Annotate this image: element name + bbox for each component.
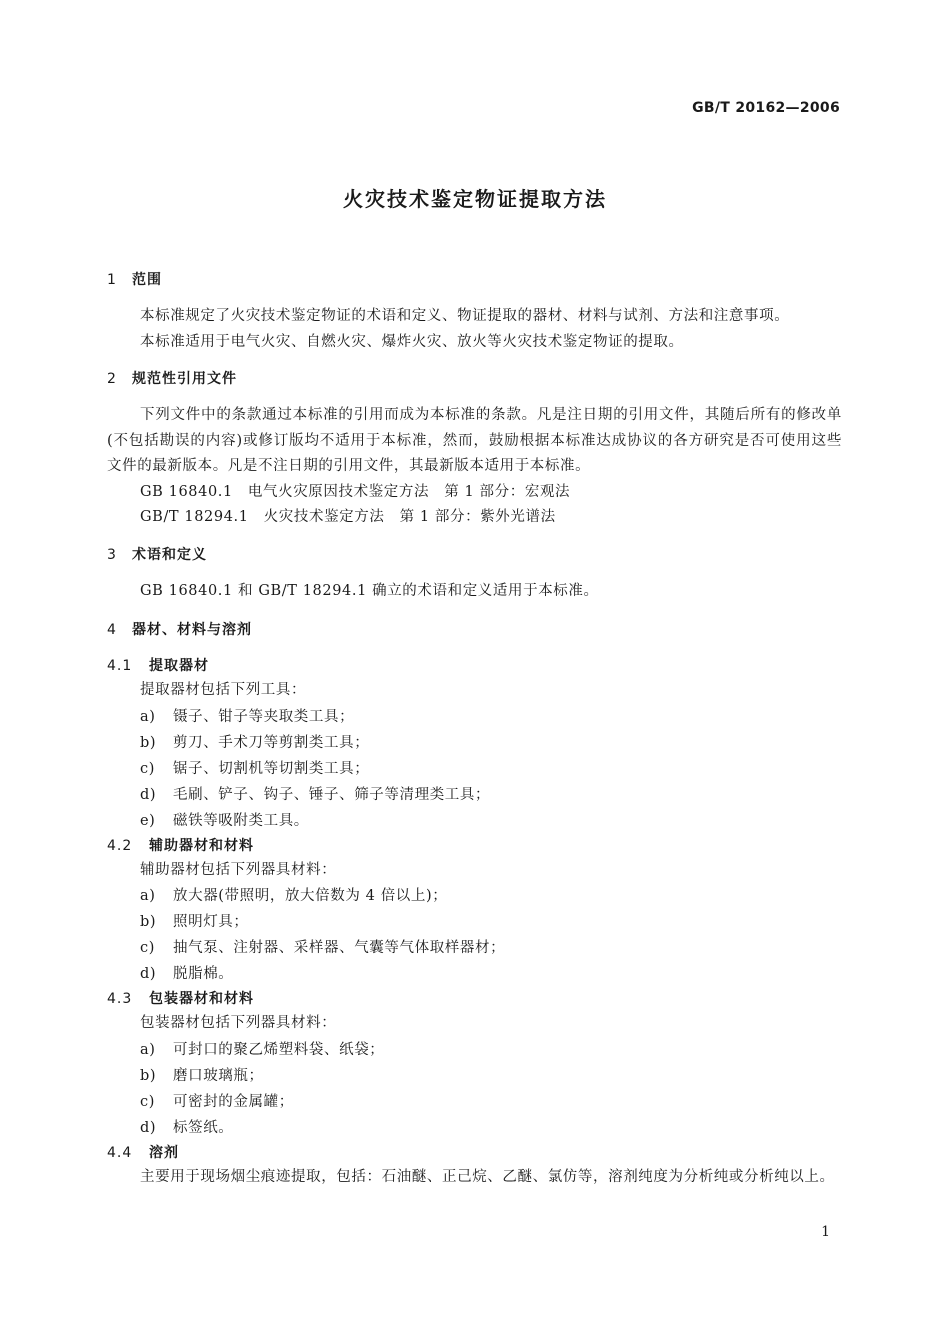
standard-number: GB/T 20162—2006 <box>692 100 840 116</box>
paragraph: 包装器材包括下列器具材料： <box>140 1015 337 1031</box>
section-title: 术语和定义 <box>132 546 207 563</box>
reference-item: GB/T 18294.1 火灾技术鉴定方法 第 1 部分：紫外光谱法 <box>140 509 556 525</box>
paragraph: 本标准适用于电气火灾、自燃火灾、爆炸火灾、放火等火灾技术鉴定物证的提取。 <box>140 333 684 350</box>
subsection-title: 辅助器材和材料 <box>149 837 254 854</box>
reference-item: GB 16840.1 电气火灾原因技术鉴定方法 第 1 部分：宏观法 <box>140 483 571 500</box>
list-item <box>107 1115 842 1141</box>
list-item <box>107 909 842 935</box>
list-marker: a) <box>140 708 156 725</box>
list-text: 脱脂棉。 <box>173 966 234 982</box>
document-body <box>107 268 842 1190</box>
paragraph: 本标准规定了火灾技术鉴定物证的术语和定义、物证提取的器材、材料与试剂、方法和注意事项。 <box>140 308 790 324</box>
paragraph: 提取器材包括下列工具： <box>140 682 307 698</box>
list-marker: d) <box>140 786 157 803</box>
list-marker: c) <box>140 760 155 777</box>
list-marker: b) <box>140 734 157 751</box>
list-text: 毛刷、铲子、钩子、锤子、筛子等清理类工具； <box>173 786 491 803</box>
subsection-heading-4-3 <box>107 987 842 1011</box>
subsection-heading-4-2 <box>107 834 842 858</box>
list-text: 可密封的金属罐； <box>173 1093 294 1110</box>
section-number: 3 <box>107 546 117 563</box>
list-item <box>107 935 842 961</box>
list-item <box>107 808 842 834</box>
section-heading-1 <box>107 268 842 292</box>
subsection-heading-4-4 <box>107 1141 842 1165</box>
list-marker: b) <box>140 914 157 930</box>
subsection-heading-4-1 <box>107 654 842 678</box>
section-title: 规范性引用文件 <box>132 371 237 387</box>
list-text: 剪刀、手术刀等剪割类工具； <box>173 734 370 751</box>
subsection-title: 包装器材和材料 <box>149 991 254 1007</box>
list-item <box>107 883 842 909</box>
section-title: 范围 <box>132 272 162 288</box>
subsection-number: 4.4 <box>107 1144 133 1161</box>
list-text: 可封口的聚乙烯塑料袋、纸袋； <box>173 1041 385 1058</box>
page-number: 1 <box>821 1224 830 1240</box>
subsection-number: 4.3 <box>107 991 133 1007</box>
subsection-number: 4.2 <box>107 837 133 854</box>
list-item <box>107 756 842 782</box>
list-marker: b) <box>140 1067 157 1084</box>
list-item <box>107 782 842 808</box>
list-item <box>107 1063 842 1089</box>
list-text: 照明灯具； <box>173 914 249 930</box>
list-marker: d) <box>140 1119 157 1136</box>
list-marker: a) <box>140 1041 156 1058</box>
list-text: 磨口玻璃瓶； <box>173 1067 264 1084</box>
paragraph: 下列文件中的条款通过本标准的引用而成为本标准的条款。凡是注日期的引用文件，其随后所有的修改单(不包括勘误的内容)或修订版均不适用于本标准，然而，鼓励根据本标准达成协议的各方研究是否可使用这些文件的最新版本。凡是不注日期的引用文件，其最新版本适用于本标准。 <box>107 407 842 474</box>
paragraph: 主要用于现场烟尘痕迹提取，包括：石油醚、正己烷、乙醚、氯仿等，溶剂纯度为分析纯或分析纯以上。 <box>140 1168 835 1185</box>
list-marker: c) <box>140 940 155 956</box>
section-number: 2 <box>107 371 117 387</box>
section-heading-4 <box>107 618 842 642</box>
document-title: 火灾技术鉴定物证提取方法 <box>343 187 607 211</box>
section-number: 1 <box>107 272 117 288</box>
list-text: 抽气泵、注射器、采样器、气囊等气体取样器材； <box>173 940 506 956</box>
subsection-title: 溶剂 <box>149 1144 179 1161</box>
list-item <box>107 730 842 756</box>
list-item <box>107 1037 842 1063</box>
paragraph: GB 16840.1 和 GB/T 18294.1 确立的术语和定义适用于本标准。 <box>140 582 599 599</box>
subsection-title: 提取器材 <box>149 658 209 674</box>
list-marker: c) <box>140 1093 155 1110</box>
list-text: 镊子、钳子等夹取类工具； <box>173 708 355 725</box>
paragraph: 辅助器材包括下列器具材料： <box>140 861 337 878</box>
list-marker: d) <box>140 966 157 982</box>
subsection-number: 4.1 <box>107 658 133 674</box>
list-item <box>107 704 842 730</box>
list-marker: e) <box>140 812 156 829</box>
list-text: 锯子、切割机等切割类工具； <box>173 760 370 777</box>
section-number: 4 <box>107 622 117 638</box>
list-item <box>107 961 842 987</box>
section-title: 器材、材料与溶剂 <box>132 622 252 638</box>
list-text: 放大器(带照明，放大倍数为 4 倍以上)； <box>173 888 448 904</box>
section-heading-2 <box>107 367 842 391</box>
list-marker: a) <box>140 888 156 904</box>
section-heading-3 <box>107 543 842 567</box>
list-text: 磁铁等吸附类工具。 <box>173 812 309 829</box>
list-text: 标签纸。 <box>173 1119 234 1136</box>
list-item <box>107 1089 842 1115</box>
